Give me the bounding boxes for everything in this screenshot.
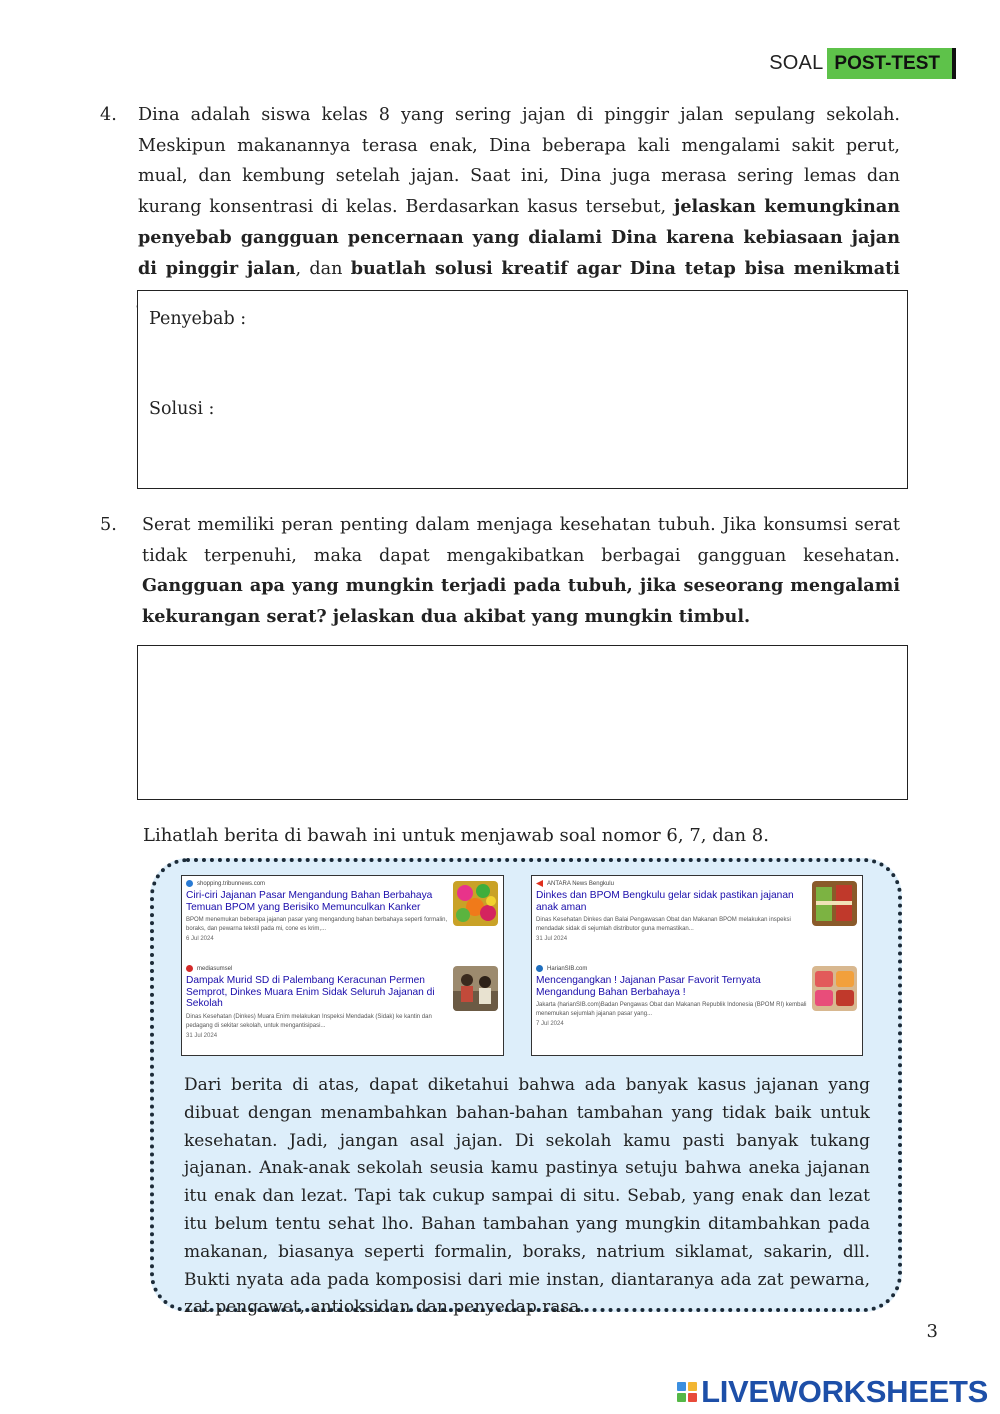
passage-text: Dari berita di atas, dapat diketahui bahwa ada banyak kasus jajanan yang dibuat dengan menambahkan bahan-bahan tambahan yang tidak baik untuk kesehatan. Jadi, jangan asal jajan. Di sekolah kamu pasti banyak tukang jajanan. Anak-anak sekolah seusia kamu pastinya setuju bahwa aneka jajanan itu enak dan lezat. Tapi tak cukup sampai di situ. Sebab, yang enak dan lezat itu belum tentu sehat lho. Bahan tambahan yang mungkin ditambahkan pada makanan, biasanya seperti formalin, boraks, natrium siklamat, sakarin, dll. Bukti nyata ada pada komposisi dari mie instan, diantaranya ada zat pewarna, zat pengawet, antioksidan dan penyedap rasa.	[184, 1075, 870, 1318]
cause-label: Penyebab :	[149, 309, 247, 329]
news-title[interactable]: Dinkes dan BPOM Bengkulu gelar sidak pastikan jajanan anak aman	[536, 890, 794, 913]
question-text	[138, 100, 900, 315]
solution-label: Solusi :	[149, 399, 215, 419]
news-thumbnail-people-icon	[453, 966, 498, 1011]
question-text-bold: buatlah solusi kreatif agar Dina tetap bisa menikmati	[350, 257, 900, 279]
question-5	[100, 510, 900, 633]
news-item	[536, 964, 858, 1049]
news-source-name: ANTARA News Bengkulu	[547, 880, 614, 887]
source-logo-icon	[536, 965, 543, 972]
answer-box-question-4[interactable]	[137, 290, 908, 489]
header-post-test-badge: POST-TEST	[827, 48, 956, 79]
source-logo-icon	[186, 965, 193, 972]
news-date: 31 Jul 2024	[186, 1032, 218, 1039]
question-text-plain: , dan	[295, 258, 351, 279]
brand-grid-icon	[677, 1382, 697, 1402]
news-thumbnail-snacks-icon	[812, 881, 857, 926]
source-logo-icon	[536, 880, 543, 887]
question-text	[142, 510, 900, 633]
news-item	[186, 879, 499, 964]
news-date: 7 Jul 2024	[536, 1021, 564, 1028]
news-date: 31 Jul 2024	[536, 936, 568, 943]
answer-box-question-5[interactable]	[137, 645, 908, 800]
news-source	[186, 964, 451, 973]
news-title[interactable]: Ciri-ciri Jajanan Pasar Mengandung Bahan Berbahaya Temuan BPOM yang Berisiko Memunculkan Kanker	[186, 890, 433, 913]
instruction-text: Lihatlah berita di bawah ini untuk menjawab soal nomor 6, 7, dan 8.	[143, 825, 769, 846]
page-number: 3	[926, 1321, 938, 1342]
brand-logo	[677, 1374, 988, 1410]
news-card-left	[181, 875, 504, 1056]
news-item	[186, 964, 499, 1049]
brand-name: LIVEWORKSHEETS	[701, 1374, 988, 1409]
news-thumbnail-sweets-icon	[812, 966, 857, 1011]
question-text-plain: Dina adalah siswa kelas 8 yang sering jajan di pinggir jalan sepulang sekolah. Meskipun makanannya terasa enak, Dina beberapa kali mengalami sakit perut, mual, dan kembung setelah jajan. Saat ini, Dina juga merasa sering lemas dan kurang konsentrasi di kelas. Berdasarkan kasus tersebut,	[138, 105, 900, 218]
news-source	[536, 964, 810, 973]
news-snippet: Dinas Kesehatan Dinkes dan Balai Pengawasan Obat dan Makanan BPOM melakukan inspeksi mendadak sidak di sejumlah distributor guna memastikan...	[536, 917, 791, 933]
news-source-name: HarianSIB.com	[547, 965, 588, 972]
question-text-bold: Gangguan apa yang mungkin terjadi pada tubuh, jika seseorang mengalami kekurangan serat? jelaskan dua akibat yang mungkin timbul.	[142, 575, 900, 628]
news-card-right	[531, 875, 863, 1056]
header-tag	[769, 48, 956, 79]
header-soal-label: SOAL	[769, 52, 824, 74]
question-4	[100, 100, 900, 315]
news-snippet: Jakarta (harianSIB.com)Badan Pengawas Obat dan Makanan Republik Indonesia (BPOM RI) kembali menemukan sejumlah jajanan pasar yang...	[536, 1002, 807, 1018]
source-logo-icon	[186, 880, 193, 887]
news-snippet: Dinas Kesehatan (Dinkes) Muara Enim melakukan Inspeksi Mendadak (Sidak) ke kantin dan pedagang di sekitar sekolah, untuk mengantisipasi...	[186, 1013, 432, 1029]
question-text-plain: Serat memiliki peran penting dalam menjaga kesehatan tubuh. Jika konsumsi serat tidak terpenuhi, maka dapat mengakibatkan berbagai gangguan kesehatan.	[142, 515, 900, 566]
news-date: 6 Jul 2024	[186, 936, 214, 943]
question-number: 4.	[100, 105, 117, 125]
news-source-name: shopping.tribunnews.com	[197, 880, 266, 887]
news-snippet: BPOM menemukan beberapa jajanan pasar yang mengandung bahan berbahaya seperti formalin, boraks, dan pewarna tekstil pada mi, cone es krim,...	[186, 917, 448, 933]
news-thumbnail-food-icon	[453, 881, 498, 926]
news-source	[536, 879, 810, 888]
question-number: 5.	[100, 515, 117, 535]
news-title[interactable]: Dampak Murid SD di Palembang Keracunan Permen Semprot, Dinkes Muara Enim Sidak Seluruh Jajanan di Sekolah	[186, 975, 435, 1010]
news-title[interactable]: Mencengangkan ! Jajanan Pasar Favorit Ternyata Mengandung Bahan Berbahaya !	[536, 975, 761, 998]
news-source-name: mediasumsel	[197, 965, 233, 972]
question-text-bold: jelaskan kemungkinan penyebab gangguan pencernaan yang dialami Dina karena kebiasaan jajan di pinggir jalan	[138, 196, 901, 279]
news-item	[536, 879, 858, 964]
news-source	[186, 879, 451, 888]
